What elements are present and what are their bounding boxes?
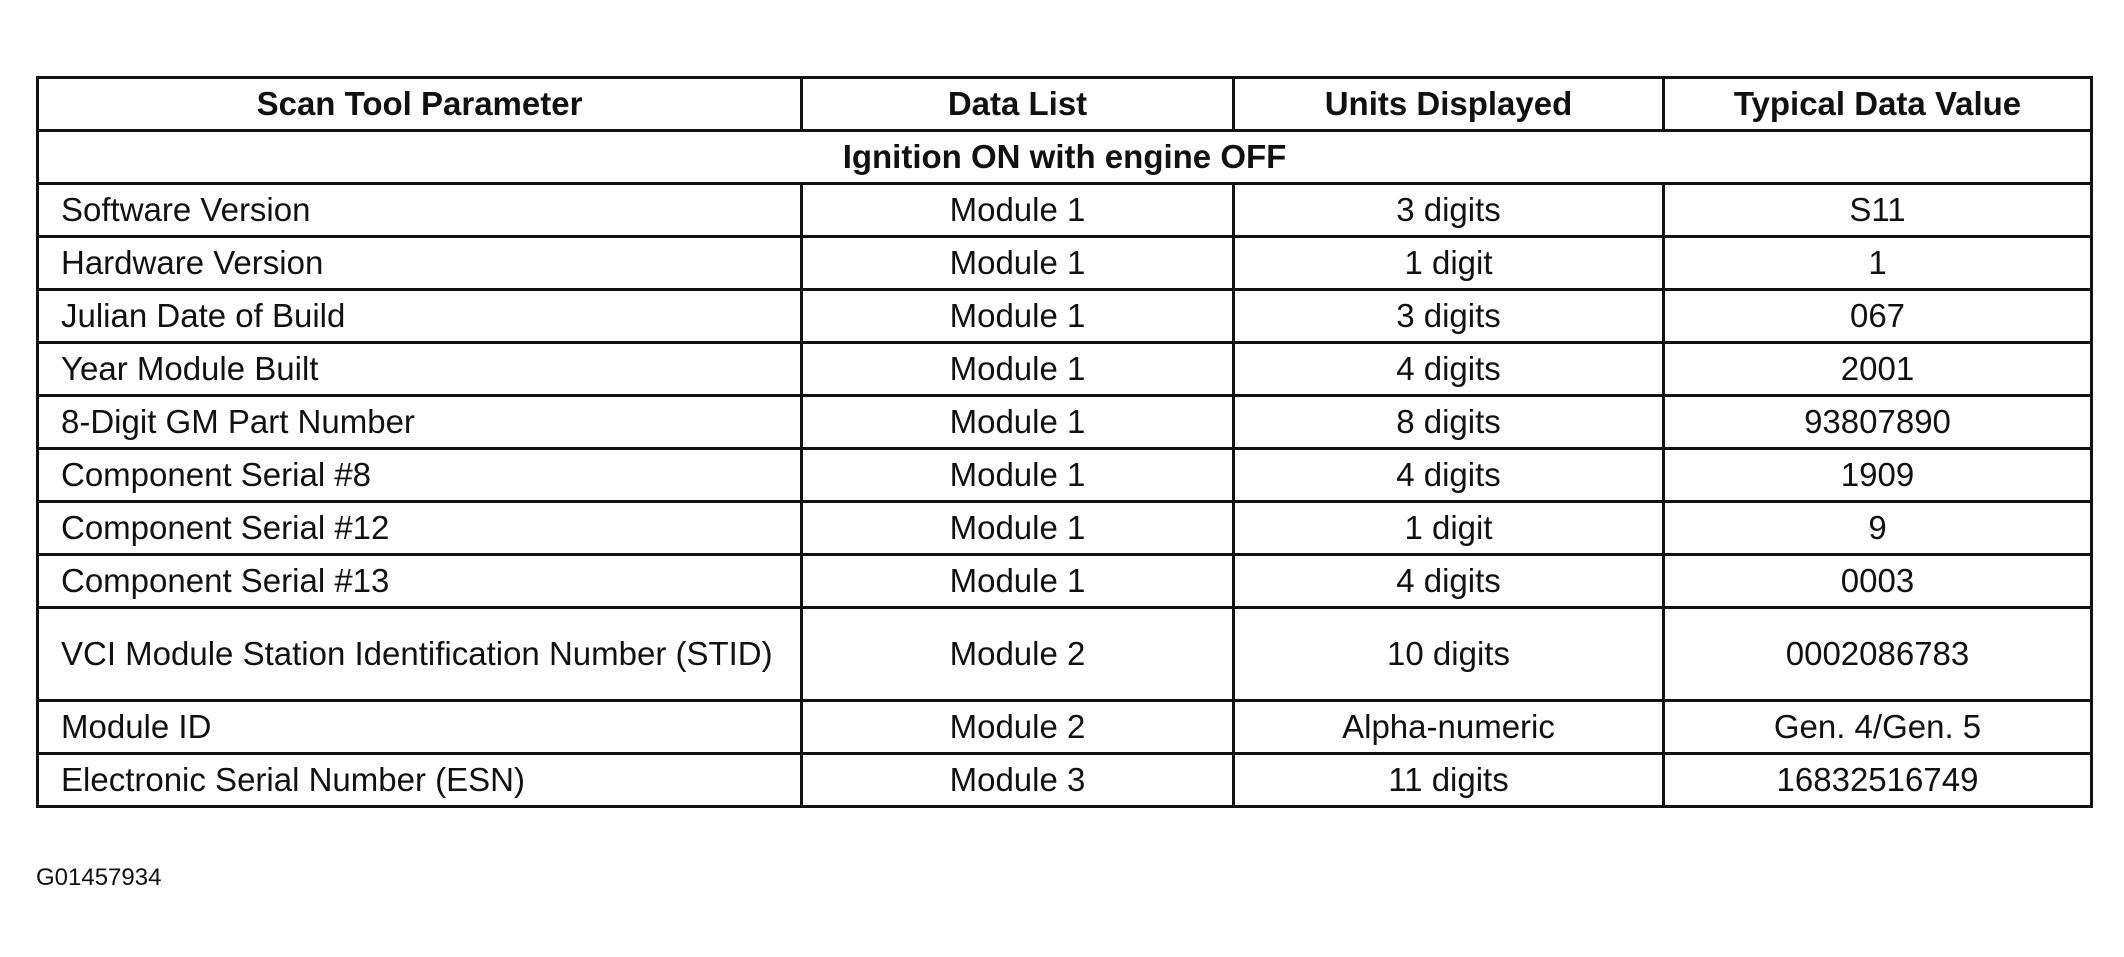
cell-typical-value: 93807890 xyxy=(1664,396,2092,449)
cell-units: 3 digits xyxy=(1234,184,1664,237)
scan-tool-data-table xyxy=(36,76,2093,808)
cell-parameter: Hardware Version xyxy=(38,237,802,290)
cell-units: 1 digit xyxy=(1234,237,1664,290)
section-title: Ignition ON with engine OFF xyxy=(38,131,2092,184)
cell-typical-value: 16832516749 xyxy=(1664,754,2092,807)
scan-tool-data-table-container xyxy=(36,76,2090,808)
cell-typical-value: 2001 xyxy=(1664,343,2092,396)
cell-units: 4 digits xyxy=(1234,449,1664,502)
cell-data-list: Module 1 xyxy=(802,237,1234,290)
cell-typical-value: 0003 xyxy=(1664,555,2092,608)
table-row xyxy=(38,754,2092,807)
cell-data-list: Module 1 xyxy=(802,184,1234,237)
cell-units: 8 digits xyxy=(1234,396,1664,449)
cell-data-list: Module 1 xyxy=(802,449,1234,502)
header-data-list: Data List xyxy=(802,78,1234,131)
cell-units: 4 digits xyxy=(1234,555,1664,608)
cell-typical-value: 9 xyxy=(1664,502,2092,555)
cell-data-list: Module 2 xyxy=(802,701,1234,754)
cell-units: 1 digit xyxy=(1234,502,1664,555)
cell-data-list: Module 1 xyxy=(802,555,1234,608)
cell-parameter: Julian Date of Build xyxy=(38,290,802,343)
table-row xyxy=(38,237,2092,290)
cell-parameter: Module ID xyxy=(38,701,802,754)
cell-data-list: Module 1 xyxy=(802,290,1234,343)
header-units-displayed: Units Displayed xyxy=(1234,78,1664,131)
cell-data-list: Module 3 xyxy=(802,754,1234,807)
cell-parameter: Software Version xyxy=(38,184,802,237)
cell-units: Alpha-numeric xyxy=(1234,701,1664,754)
cell-data-list: Module 1 xyxy=(802,502,1234,555)
section-row xyxy=(38,131,2092,184)
header-typical-data-value: Typical Data Value xyxy=(1664,78,2092,131)
table-row xyxy=(38,608,2092,701)
cell-typical-value: S11 xyxy=(1664,184,2092,237)
cell-data-list: Module 2 xyxy=(802,608,1234,701)
cell-parameter: Year Module Built xyxy=(38,343,802,396)
cell-parameter: Component Serial #13 xyxy=(38,555,802,608)
header-scan-tool-parameter: Scan Tool Parameter xyxy=(38,78,802,131)
cell-parameter: Electronic Serial Number (ESN) xyxy=(38,754,802,807)
cell-typical-value: 1909 xyxy=(1664,449,2092,502)
table-row xyxy=(38,449,2092,502)
cell-typical-value: Gen. 4/Gen. 5 xyxy=(1664,701,2092,754)
cell-units: 10 digits xyxy=(1234,608,1664,701)
table-row xyxy=(38,701,2092,754)
table-body xyxy=(38,131,2092,807)
cell-units: 11 digits xyxy=(1234,754,1664,807)
table-row xyxy=(38,343,2092,396)
table-header xyxy=(38,78,2092,131)
cell-typical-value: 1 xyxy=(1664,237,2092,290)
table-row xyxy=(38,396,2092,449)
cell-parameter: VCI Module Station Identification Number (STID) xyxy=(38,608,802,701)
cell-parameter: 8-Digit GM Part Number xyxy=(38,396,802,449)
table-row xyxy=(38,555,2092,608)
table-row xyxy=(38,290,2092,343)
table-row xyxy=(38,184,2092,237)
figure-id: G01457934 xyxy=(36,864,162,891)
cell-data-list: Module 1 xyxy=(802,396,1234,449)
cell-units: 4 digits xyxy=(1234,343,1664,396)
cell-typical-value: 0002086783 xyxy=(1664,608,2092,701)
header-row xyxy=(38,78,2092,131)
cell-typical-value: 067 xyxy=(1664,290,2092,343)
cell-parameter: Component Serial #8 xyxy=(38,449,802,502)
cell-data-list: Module 1 xyxy=(802,343,1234,396)
table-row xyxy=(38,502,2092,555)
cell-units: 3 digits xyxy=(1234,290,1664,343)
cell-parameter: Component Serial #12 xyxy=(38,502,802,555)
